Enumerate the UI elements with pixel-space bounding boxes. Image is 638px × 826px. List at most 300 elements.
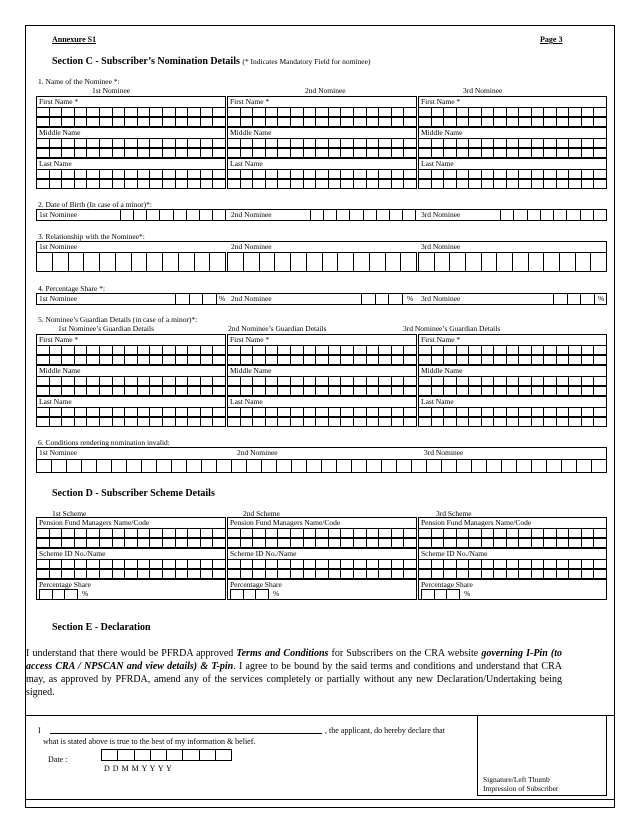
input-cell[interactable] [163, 170, 176, 179]
input-cell[interactable] [203, 294, 217, 305]
scheme1-pct-input[interactable] [39, 589, 78, 600]
input-cell[interactable] [532, 408, 545, 417]
input-cell[interactable] [444, 356, 457, 365]
nominee3-middle-name-row-b[interactable] [418, 148, 607, 158]
input-cell[interactable] [278, 377, 291, 386]
input-cell[interactable] [494, 570, 507, 579]
input-cell[interactable] [354, 529, 367, 538]
input-cell[interactable] [469, 149, 482, 158]
input-cell[interactable] [278, 346, 291, 355]
input-cell[interactable] [100, 418, 113, 427]
input-cell[interactable] [210, 253, 226, 272]
input-cell[interactable] [457, 118, 470, 127]
input-cell[interactable] [404, 377, 417, 386]
input-cell[interactable] [53, 590, 66, 600]
nominee2-middle-name-row-a[interactable] [227, 138, 417, 148]
input-cell[interactable] [419, 377, 432, 386]
input-cell[interactable] [562, 460, 577, 473]
input-cell[interactable] [50, 529, 63, 538]
input-cell[interactable] [392, 529, 405, 538]
input-cell[interactable] [260, 253, 276, 272]
input-cell[interactable] [75, 149, 88, 158]
input-cell[interactable] [581, 210, 594, 221]
input-cell[interactable] [304, 139, 317, 148]
input-cell[interactable] [176, 118, 189, 127]
input-cell[interactable] [457, 529, 470, 538]
input-cell[interactable] [354, 170, 367, 179]
input-cell[interactable] [147, 253, 163, 272]
scheme1-scheme-id-row-a[interactable] [36, 559, 226, 569]
input-cell[interactable] [316, 118, 329, 127]
input-cell[interactable] [213, 570, 226, 579]
scheme2-pct-input[interactable] [230, 589, 269, 600]
input-cell[interactable] [507, 529, 520, 538]
input-cell[interactable] [482, 180, 495, 189]
input-cell[interactable] [150, 346, 163, 355]
input-cell[interactable] [379, 180, 392, 189]
input-cell[interactable] [519, 418, 532, 427]
input-cell[interactable] [386, 253, 402, 272]
input-cell[interactable] [532, 180, 545, 189]
input-cell[interactable] [532, 460, 547, 473]
input-cell[interactable] [377, 210, 390, 221]
guardian3-first-name-row-b[interactable] [418, 355, 607, 365]
input-cell[interactable] [37, 149, 50, 158]
input-cell[interactable] [554, 294, 568, 305]
input-cell[interactable] [291, 570, 304, 579]
nominee2-last-name-row-b[interactable] [227, 179, 417, 189]
input-cell[interactable] [150, 356, 163, 365]
input-cell[interactable] [157, 460, 172, 473]
input-cell[interactable] [75, 418, 88, 427]
input-cell[interactable] [62, 377, 75, 386]
input-cell[interactable] [188, 387, 201, 396]
input-cell[interactable] [62, 356, 75, 365]
input-cell[interactable] [544, 408, 557, 417]
input-cell[interactable] [228, 539, 241, 548]
input-cell[interactable] [291, 418, 304, 427]
input-cell[interactable] [266, 108, 279, 117]
input-cell[interactable] [112, 460, 127, 473]
input-cell[interactable] [188, 408, 201, 417]
input-cell[interactable] [201, 149, 214, 158]
input-cell[interactable] [432, 529, 445, 538]
input-cell[interactable] [532, 539, 545, 548]
input-cell[interactable] [569, 529, 582, 538]
input-cell[interactable] [367, 387, 380, 396]
dob-nominee1-input[interactable] [120, 209, 226, 221]
input-cell[interactable] [547, 460, 562, 473]
input-cell[interactable] [569, 139, 582, 148]
input-cell[interactable] [367, 108, 380, 117]
input-cell[interactable] [494, 346, 507, 355]
input-cell[interactable] [304, 377, 317, 386]
input-cell[interactable] [350, 210, 363, 221]
input-cell[interactable] [241, 356, 254, 365]
input-cell[interactable] [291, 253, 307, 272]
input-cell[interactable] [87, 180, 100, 189]
input-cell[interactable] [62, 346, 75, 355]
input-cell[interactable] [147, 210, 160, 221]
input-cell[interactable] [494, 149, 507, 158]
input-cell[interactable] [150, 149, 163, 158]
input-cell[interactable] [62, 108, 75, 117]
input-cell[interactable] [404, 356, 417, 365]
input-cell[interactable] [447, 590, 460, 600]
dob-nominee2-input[interactable] [310, 209, 416, 221]
input-cell[interactable] [176, 294, 190, 305]
input-cell[interactable] [87, 170, 100, 179]
input-cell[interactable] [392, 180, 405, 189]
input-cell[interactable] [253, 570, 266, 579]
input-cell[interactable] [75, 139, 88, 148]
input-cell[interactable] [163, 529, 176, 538]
input-cell[interactable] [397, 460, 412, 473]
input-cell[interactable] [367, 118, 380, 127]
input-cell[interactable] [37, 539, 50, 548]
input-cell[interactable] [316, 529, 329, 538]
input-cell[interactable] [291, 539, 304, 548]
input-cell[interactable] [594, 529, 607, 538]
input-cell[interactable] [125, 180, 138, 189]
input-cell[interactable] [228, 149, 241, 158]
scheme2-pfm-row-b[interactable] [227, 538, 417, 548]
input-cell[interactable] [253, 377, 266, 386]
input-cell[interactable] [304, 356, 317, 365]
input-cell[interactable] [469, 180, 482, 189]
input-cell[interactable] [266, 139, 279, 148]
input-cell[interactable] [150, 118, 163, 127]
input-cell[interactable] [138, 356, 151, 365]
input-cell[interactable] [519, 356, 532, 365]
input-cell[interactable] [457, 108, 470, 117]
input-cell[interactable] [341, 387, 354, 396]
input-cell[interactable] [392, 356, 405, 365]
input-cell[interactable] [113, 387, 126, 396]
input-cell[interactable] [494, 539, 507, 548]
input-cell[interactable] [291, 170, 304, 179]
input-cell[interactable] [329, 387, 342, 396]
input-cell[interactable] [444, 387, 457, 396]
input-cell[interactable] [37, 529, 50, 538]
input-cell[interactable] [507, 387, 520, 396]
rel-nominee2-input[interactable] [227, 252, 417, 272]
input-cell[interactable] [113, 377, 126, 386]
input-cell[interactable] [329, 418, 342, 427]
input-cell[interactable] [138, 170, 151, 179]
input-cell[interactable] [316, 408, 329, 417]
input-cell[interactable] [557, 180, 570, 189]
input-cell[interactable] [125, 408, 138, 417]
input-cell[interactable] [457, 356, 470, 365]
input-cell[interactable] [354, 139, 367, 148]
input-cell[interactable] [253, 180, 266, 189]
input-cell[interactable] [291, 408, 304, 417]
input-cell[interactable] [188, 346, 201, 355]
input-cell[interactable] [432, 170, 445, 179]
input-cell[interactable] [367, 149, 380, 158]
input-cell[interactable] [367, 570, 380, 579]
input-cell[interactable] [75, 108, 88, 117]
input-cell[interactable] [275, 253, 291, 272]
input-cell[interactable] [432, 346, 445, 355]
input-cell[interactable] [519, 180, 532, 189]
input-cell[interactable] [125, 570, 138, 579]
input-cell[interactable] [592, 460, 607, 473]
input-cell[interactable] [457, 539, 470, 548]
input-cell[interactable] [113, 570, 126, 579]
input-cell[interactable] [316, 539, 329, 548]
input-cell[interactable] [544, 253, 560, 272]
input-cell[interactable] [554, 210, 567, 221]
input-cell[interactable] [569, 108, 582, 117]
input-cell[interactable] [241, 560, 254, 569]
input-cell[interactable] [341, 377, 354, 386]
input-cell[interactable] [138, 180, 151, 189]
input-cell[interactable] [113, 529, 126, 538]
input-cell[interactable] [201, 108, 214, 117]
input-cell[interactable] [241, 139, 254, 148]
input-cell[interactable] [444, 560, 457, 569]
input-cell[interactable] [262, 460, 277, 473]
input-cell[interactable] [482, 346, 495, 355]
input-cell[interactable] [507, 418, 520, 427]
input-cell[interactable] [201, 570, 214, 579]
input-cell[interactable] [582, 387, 595, 396]
input-cell[interactable] [519, 560, 532, 569]
input-cell[interactable] [37, 377, 50, 386]
input-cell[interactable] [469, 418, 482, 427]
input-cell[interactable] [594, 139, 607, 148]
input-cell[interactable] [379, 408, 392, 417]
input-cell[interactable] [278, 118, 291, 127]
input-cell[interactable] [187, 210, 200, 221]
input-cell[interactable] [442, 460, 457, 473]
input-cell[interactable] [379, 170, 392, 179]
input-cell[interactable] [392, 570, 405, 579]
input-cell[interactable] [582, 118, 595, 127]
input-cell[interactable] [392, 149, 405, 158]
input-cell[interactable] [100, 108, 113, 117]
input-cell[interactable] [341, 346, 354, 355]
input-cell[interactable] [329, 570, 342, 579]
input-cell[interactable] [557, 377, 570, 386]
input-cell[interactable] [557, 118, 570, 127]
input-cell[interactable] [354, 108, 367, 117]
input-cell[interactable] [62, 539, 75, 548]
input-cell[interactable] [594, 118, 607, 127]
input-cell[interactable] [557, 139, 570, 148]
input-cell[interactable] [404, 180, 417, 189]
input-cell[interactable] [519, 108, 532, 117]
input-cell[interactable] [138, 408, 151, 417]
input-cell[interactable] [329, 529, 342, 538]
input-cell[interactable] [379, 570, 392, 579]
input-cell[interactable] [444, 346, 457, 355]
input-cell[interactable] [582, 529, 595, 538]
input-cell[interactable] [532, 356, 545, 365]
input-cell[interactable] [87, 387, 100, 396]
input-cell[interactable] [392, 170, 405, 179]
input-cell[interactable] [379, 529, 392, 538]
input-cell[interactable] [188, 118, 201, 127]
input-cell[interactable] [132, 253, 148, 272]
input-cell[interactable] [190, 294, 204, 305]
input-cell[interactable] [569, 346, 582, 355]
input-cell[interactable] [241, 377, 254, 386]
input-cell[interactable] [568, 294, 582, 305]
nominee1-first-name-row-b[interactable] [36, 117, 226, 127]
input-cell[interactable] [232, 460, 247, 473]
input-cell[interactable] [125, 139, 138, 148]
input-cell[interactable] [354, 560, 367, 569]
input-cell[interactable] [392, 377, 405, 386]
input-cell[interactable] [323, 253, 339, 272]
input-cell[interactable] [188, 356, 201, 365]
input-cell[interactable] [532, 418, 545, 427]
input-cell[interactable] [432, 180, 445, 189]
input-cell[interactable] [100, 560, 113, 569]
input-cell[interactable] [291, 356, 304, 365]
input-cell[interactable] [532, 570, 545, 579]
input-cell[interactable] [354, 539, 367, 548]
input-cell[interactable] [419, 253, 435, 272]
input-cell[interactable] [266, 346, 279, 355]
input-cell[interactable] [487, 460, 502, 473]
input-cell[interactable] [62, 408, 75, 417]
input-cell[interactable] [201, 377, 214, 386]
input-cell[interactable] [557, 170, 570, 179]
input-cell[interactable] [594, 149, 607, 158]
input-cell[interactable] [278, 418, 291, 427]
input-cell[interactable] [100, 149, 113, 158]
input-cell[interactable] [582, 377, 595, 386]
input-cell[interactable] [188, 170, 201, 179]
input-cell[interactable] [557, 108, 570, 117]
input-cell[interactable] [507, 118, 520, 127]
input-cell[interactable] [582, 170, 595, 179]
nominee1-middle-name-row-a[interactable] [36, 138, 226, 148]
input-cell[interactable] [457, 570, 470, 579]
input-cell[interactable] [188, 139, 201, 148]
input-cell[interactable] [138, 560, 151, 569]
input-cell[interactable] [138, 139, 151, 148]
input-cell[interactable] [316, 149, 329, 158]
input-cell[interactable] [341, 170, 354, 179]
input-cell[interactable] [507, 346, 520, 355]
guardian3-middle-name-row-b[interactable] [418, 386, 607, 396]
input-cell[interactable] [213, 387, 226, 396]
input-cell[interactable] [253, 529, 266, 538]
input-cell[interactable] [253, 346, 266, 355]
input-cell[interactable] [62, 139, 75, 148]
input-cell[interactable] [457, 387, 470, 396]
input-cell[interactable] [113, 356, 126, 365]
input-cell[interactable] [176, 180, 189, 189]
input-cell[interactable] [594, 108, 607, 117]
nominee2-first-name-row-a[interactable] [227, 107, 417, 117]
input-cell[interactable] [195, 253, 211, 272]
input-cell[interactable] [432, 149, 445, 158]
guardian2-first-name-row-b[interactable] [227, 355, 417, 365]
input-cell[interactable] [557, 387, 570, 396]
input-cell[interactable] [278, 560, 291, 569]
rel-nominee3-input[interactable] [418, 252, 607, 272]
input-cell[interactable] [266, 180, 279, 189]
input-cell[interactable] [544, 118, 557, 127]
input-cell[interactable] [469, 346, 482, 355]
input-cell[interactable] [75, 356, 88, 365]
input-cell[interactable] [228, 170, 241, 179]
input-cell[interactable] [329, 118, 342, 127]
input-cell[interactable] [304, 108, 317, 117]
input-cell[interactable] [213, 377, 226, 386]
input-cell[interactable] [304, 570, 317, 579]
input-cell[interactable] [266, 387, 279, 396]
input-cell[interactable] [329, 346, 342, 355]
input-cell[interactable] [401, 253, 417, 272]
input-cell[interactable] [354, 377, 367, 386]
input-cell[interactable] [125, 356, 138, 365]
input-cell[interactable] [176, 356, 189, 365]
guardian2-first-name-row-a[interactable] [227, 345, 417, 355]
input-cell[interactable] [354, 149, 367, 158]
input-cell[interactable] [507, 560, 520, 569]
input-cell[interactable] [419, 149, 432, 158]
input-cell[interactable] [432, 356, 445, 365]
nominee3-last-name-row-b[interactable] [418, 179, 607, 189]
input-cell[interactable] [253, 356, 266, 365]
input-cell[interactable] [37, 346, 50, 355]
guardian1-middle-name-row-a[interactable] [36, 376, 226, 386]
input-cell[interactable] [62, 118, 75, 127]
input-cell[interactable] [113, 118, 126, 127]
input-cell[interactable] [176, 418, 189, 427]
input-cell[interactable] [341, 539, 354, 548]
input-cell[interactable] [404, 387, 417, 396]
input-cell[interactable] [329, 377, 342, 386]
input-cell[interactable] [316, 346, 329, 355]
input-cell[interactable] [50, 560, 63, 569]
input-cell[interactable] [304, 180, 317, 189]
input-cell[interactable] [367, 529, 380, 538]
input-cell[interactable] [87, 139, 100, 148]
input-cell[interactable] [304, 387, 317, 396]
input-cell[interactable] [316, 570, 329, 579]
input-cell[interactable] [482, 560, 495, 569]
input-cell[interactable] [291, 139, 304, 148]
input-cell[interactable] [163, 346, 176, 355]
input-cell[interactable] [341, 108, 354, 117]
input-cell[interactable] [160, 210, 173, 221]
guardian2-middle-name-row-a[interactable] [227, 376, 417, 386]
input-cell[interactable] [582, 570, 595, 579]
input-cell[interactable] [469, 108, 482, 117]
input-cell[interactable] [419, 418, 432, 427]
input-cell[interactable] [544, 377, 557, 386]
input-cell[interactable] [113, 560, 126, 569]
input-cell[interactable] [291, 180, 304, 189]
input-cell[interactable] [367, 560, 380, 569]
input-cell[interactable] [241, 108, 254, 117]
input-cell[interactable] [519, 570, 532, 579]
input-cell[interactable] [253, 408, 266, 417]
input-cell[interactable] [127, 460, 142, 473]
input-cell[interactable] [253, 418, 266, 427]
input-cell[interactable] [557, 408, 570, 417]
input-cell[interactable] [316, 377, 329, 386]
input-cell[interactable] [278, 408, 291, 417]
